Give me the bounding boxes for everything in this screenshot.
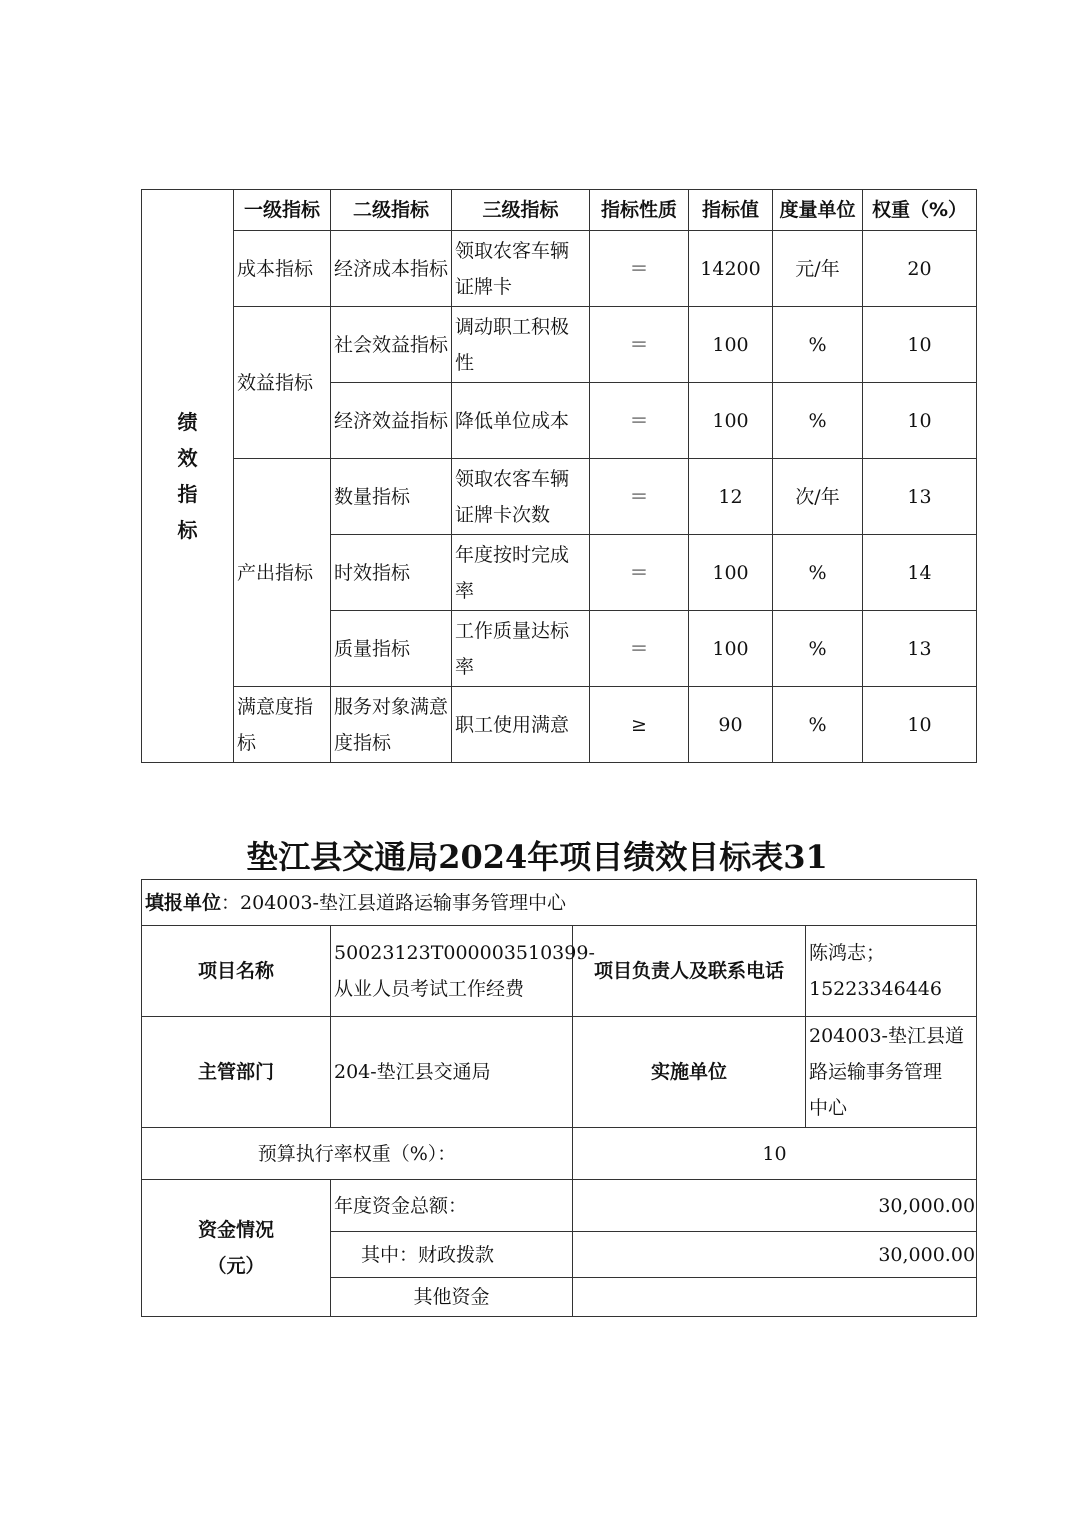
impl-label: 实施单位 <box>573 1017 806 1128</box>
level3-cell: 工作质量达标率 <box>452 611 590 687</box>
value-cell: 12 <box>689 459 773 535</box>
weight-cell: 13 <box>863 459 977 535</box>
budget-rate-value: 10 <box>573 1128 977 1180</box>
level3-cell: 年度按时完成率 <box>452 535 590 611</box>
header-level1: 一级指标 <box>234 190 331 231</box>
project-info-table <box>141 879 977 1317</box>
fiscal-value: 30,000.00 <box>573 1232 977 1278</box>
level2-cell: 质量指标 <box>331 611 452 687</box>
header-level3: 三级指标 <box>452 190 590 231</box>
impl-value: 204003-垫江县道 路运输事务管理 中心 <box>806 1017 977 1128</box>
level1-cost: 成本指标 <box>234 231 331 307</box>
level2-cell: 经济成本指标 <box>331 231 452 307</box>
dept-value: 204-垫江县交通局 <box>331 1017 573 1128</box>
value-cell: 100 <box>689 535 773 611</box>
manager-value: 陈鸿志； 15223346446 <box>806 926 977 1017</box>
table-row <box>142 687 977 763</box>
level3-cell: 降低单位成本 <box>452 383 590 459</box>
level1-satisfaction: 满意度指标 <box>234 687 331 763</box>
reporting-unit-label: 填报单位 <box>145 891 222 914</box>
value-cell: 100 <box>689 383 773 459</box>
performance-indicator-table <box>141 189 977 763</box>
budget-rate-label: 预算执行率权重（%）： <box>142 1128 573 1180</box>
annual-total-value: 30,000.00 <box>573 1180 977 1232</box>
annual-total-label: 年度资金总额： <box>331 1180 573 1232</box>
level3-cell: 领取农客车辆证牌卡 <box>452 231 590 307</box>
table-row <box>142 459 977 535</box>
nature-cell: ＝ <box>590 611 689 687</box>
performance-indicator-side-label: 绩 效 指 标 <box>142 190 234 763</box>
value-cell: 90 <box>689 687 773 763</box>
level3-cell: 调动职工积极性 <box>452 307 590 383</box>
document-title: 垫江县交通局2024年项目绩效目标表31 <box>246 838 828 876</box>
manager-label: 项目负责人及联系电话 <box>573 926 806 1017</box>
reporting-unit-value: ：204003-垫江县道路运输事务管理中心 <box>221 891 566 914</box>
project-name-value: 50023123T000003510399- 从业人员考试工作经费 <box>331 926 573 1017</box>
level2-cell: 经济效益指标 <box>331 383 452 459</box>
unit-cell: % <box>773 383 863 459</box>
unit-cell: 元/年 <box>773 231 863 307</box>
other-funds-label: 其他资金 <box>331 1278 573 1317</box>
fiscal-label: 其中：财政拨款 <box>331 1232 573 1278</box>
value-cell: 14200 <box>689 231 773 307</box>
weight-cell: 14 <box>863 535 977 611</box>
reporting-unit <box>142 880 977 926</box>
nature-cell: ＝ <box>590 535 689 611</box>
header-unit: 度量单位 <box>773 190 863 231</box>
unit-cell: % <box>773 611 863 687</box>
level2-cell: 数量指标 <box>331 459 452 535</box>
value-cell: 100 <box>689 611 773 687</box>
unit-cell: % <box>773 307 863 383</box>
nature-cell: ＝ <box>590 231 689 307</box>
project-name-label: 项目名称 <box>142 926 331 1017</box>
unit-cell: % <box>773 535 863 611</box>
header-nature: 指标性质 <box>590 190 689 231</box>
nature-cell: ＝ <box>590 383 689 459</box>
weight-cell: 10 <box>863 687 977 763</box>
nature-cell: ＝ <box>590 307 689 383</box>
level2-cell: 服务对象满意度指标 <box>331 687 452 763</box>
header-weight: 权重（%） <box>863 190 977 231</box>
other-funds-value <box>573 1278 977 1317</box>
weight-cell: 13 <box>863 611 977 687</box>
header-level2: 二级指标 <box>331 190 452 231</box>
unit-cell: 次/年 <box>773 459 863 535</box>
level3-cell: 职工使用满意 <box>452 687 590 763</box>
nature-cell: ≥ <box>590 687 689 763</box>
level1-output: 产出指标 <box>234 459 331 687</box>
weight-cell: 10 <box>863 383 977 459</box>
level2-cell: 时效指标 <box>331 535 452 611</box>
table-row <box>142 307 977 383</box>
weight-cell: 10 <box>863 307 977 383</box>
nature-cell: ＝ <box>590 459 689 535</box>
funds-label: 资金情况 （元） <box>142 1180 331 1317</box>
unit-cell: % <box>773 687 863 763</box>
weight-cell: 20 <box>863 231 977 307</box>
level3-cell: 领取农客车辆证牌卡次数 <box>452 459 590 535</box>
value-cell: 100 <box>689 307 773 383</box>
table-row <box>142 231 977 307</box>
level1-benefit: 效益指标 <box>234 307 331 459</box>
header-value: 指标值 <box>689 190 773 231</box>
level2-cell: 社会效益指标 <box>331 307 452 383</box>
dept-label: 主管部门 <box>142 1017 331 1128</box>
